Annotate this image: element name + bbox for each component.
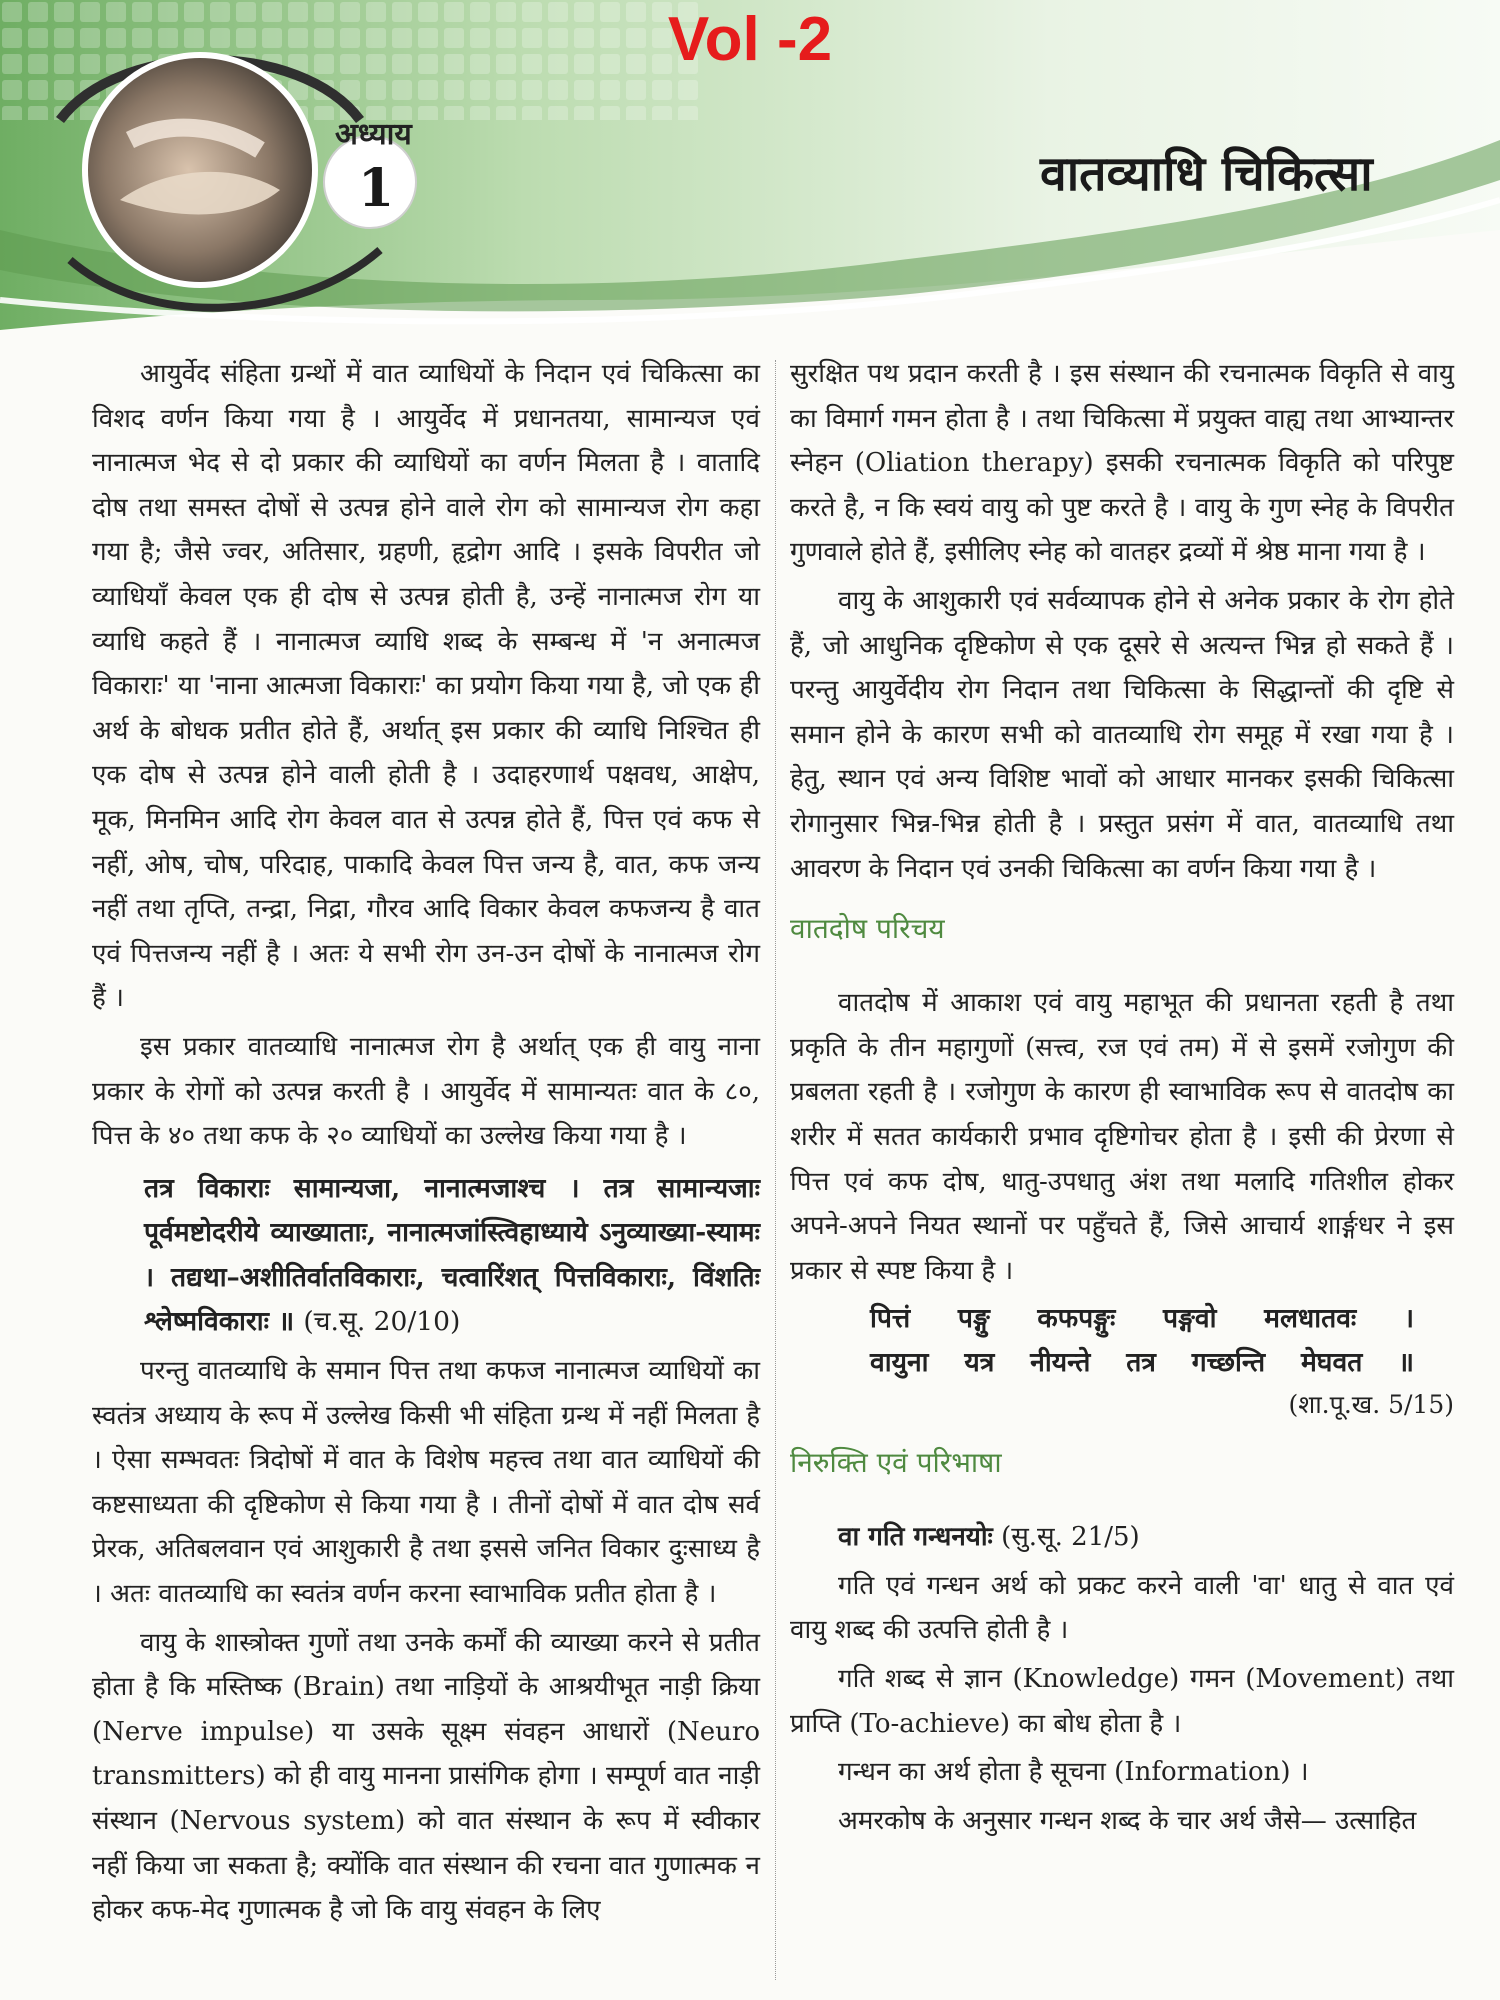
paragraph: अमरकोष के अनुसार गन्धन शब्द के चार अर्थ जैसे— उत्साहित [838,1805,1417,1836]
chapter-label: अध्याय [335,117,412,152]
verse-line: वायुना यत्र नीयन्ते तत्र गच्छन्ति मेघवत ॥ [870,1347,1414,1379]
quote-reference: (च.सू. 20/10) [303,1306,461,1338]
chapter-header [0,0,1500,340]
paragraph: सुरक्षित पथ प्रदान करती है । इस संस्थान की रचनात्मक विकृति से वायु का विमार्ग गमन होता है । तथा चिकित्सा में प्रयुक्त वाह्य तथा आभ्यान्तर स्नेहन (Oliation therapy) इसकी रचनात्मक विकृति को परिपुष्ट करते है, न कि स्वयं वायु को पुष्ट करते है । वायु के गुण स्नेह के विपरीत गुणवाले होते हैं, इसीलिए स्नेह को वातहर द्रव्यों में श्रेष्ठ माना गया है । [790,359,1454,568]
left-column [92,352,760,1937]
volume-label: Vol -2 [667,5,833,74]
paragraph: वायु के शास्त्रोक्त गुणों तथा उनके कर्मों की व्याख्या करने से प्रतीत होता है कि मस्तिष्क (Brain) तथा नाड़ियों के आश्रयीभूत नाड़ी क्रिया (Nerve impulse) या उसके सूक्ष्म संवहन आधारों (Neuro transmitters) को ही वायु मानना प्रासंगिक होगा । सम्पूर्ण वात नाड़ी संस्थान (Nervous system) को वात संस्थान के रूप में स्वीकार नहीं किया जा सकता है; क्योंकि वात संस्थान की रचना वात गुणात्मक न होकर कफ-मेद गुणात्मक है जो कि वायु संवहन के लिए [92,1627,760,1926]
paragraph: इस प्रकार वातव्याधि नानात्मज रोग है अर्थात् एक ही वायु नाना प्रकार के रोगों को उत्पन्न करती है । आयुर्वेद में सामान्यतः वात के ८०, पित्त के ४० तथा कफ के २० व्याधियों का उल्लेख किया गया है । [92,1031,760,1152]
paragraph: गति शब्द से ज्ञान (Knowledge) गमन (Movement) तथा प्राप्ति (To-achieve) का बोध होता है । [790,1664,1454,1739]
verse-reference: (शा.पू.ख. 5/15) [1288,1390,1454,1420]
paragraph: वातदोष में आकाश एवं वायु महाभूत की प्रधानता रहती है तथा प्रकृति के तीन महागुणों (सत्त्व, रज एवं तम) में से इसमें रजोगुण की प्रबलता रहती है । रजोगुण के कारण ही स्वाभाविक रूप से वातदोष का शरीर में सतत कार्यकारी प्रभाव दृष्टिगोचर होता है । इसी की प्रेरणा से पित्त एवं कफ दोष, धातु-उपधातु अंश तथा मलादि गतिशील होकर अपने-अपने नियत स्थानों पर पहुँचते हैं, जिसे आचार्य शार्ङ्गधर ने इस प्रकार से स्पष्ट किया है । [790,988,1454,1286]
sanskrit-quote-text: तत्र विकाराः सामान्यजा, नानात्मजाश्च । तत्र सामान्यजाः पूर्वमष्टोदरीये व्याख्याताः, नानात्मजांस्त्विहाध्याये ऽनुव्याख्या-स्यामः । तद्यथा–अशीतिर्वातविकाराः, चत्वारिंशत् पित्तविकाराः, विंशतिः श्लेष्मविकाराः ॥ [144,1172,760,1338]
column-divider [775,360,776,1980]
definition-reference: (सु.सू. 21/5) [1001,1522,1140,1553]
definition-text: वा गति गन्धनयोः [838,1522,993,1553]
definition-line [790,1515,1454,1560]
paragraph: गन्धन का अर्थ होता है सूचना (Information) । [838,1757,1309,1788]
section-heading: वातदोष परिचय [790,912,945,946]
chapter-number: 1 [358,158,395,219]
right-column [790,352,1454,1847]
chapter-photo [85,55,315,285]
section-heading: निरुक्ति एवं परिभाषा [790,1446,1002,1480]
paragraph: परन्तु वातव्याधि के समान पित्त तथा कफज नानात्मज व्याधियों का स्वतंत्र अध्याय के रूप में उल्लेख किसी भी संहिता ग्रन्थ में नहीं मिलता है । ऐसा सम्भवतः त्रिदोषों में वात के विशेष महत्त्व तथा वात व्याधियों की कष्टसाध्यता की दृष्टिकोण से किया गया है । तीनों दोषों में वात दोष सर्व प्रेरक, अतिबलवान एवं आशुकारी है तथा इससे जनित विकार दुःसाध्य है । अतः वातव्याधि का स्वतंत्र वर्णन करना स्वाभाविक प्रतीत होता है । [92,1356,760,1610]
chapter-title: वातव्याधि चिकित्सा [1040,146,1373,202]
paragraph: वायु के आशुकारी एवं सर्वव्यापक होने से अनेक प्रकार के रोग होते हैं, जो आधुनिक दृष्टिकोण से एक दूसरे से अत्यन्त भिन्न हो सकते हैं । परन्तु आयुर्वेदीय रोग निदान तथा चिकित्सा के सिद्धान्तों की दृष्टि से समान होने के कारण सभी को वातव्याधि रोग समूह में रखा गया है । हेतु, स्थान एवं अन्य विशिष्ट भावों को आधार मानकर इसकी चिकित्सा रोगानुसार भिन्न-भिन्न होती है । प्रस्तुत प्रसंग में वात, वातव्याधि तथा आवरण के निदान एवं उनकी चिकित्सा का वर्णन किया गया है । [790,585,1454,884]
sanskrit-quote [92,1167,760,1345]
verse-line: पित्तं पङ्गु कफपङ्गुः पङ्गवो मलधातवः । [870,1303,1414,1335]
paragraph: गति एवं गन्धन अर्थ को प्रकट करने वाली 'वा' धातु से वात एवं वायु शब्द की उत्पत्ति होती है । [790,1570,1454,1646]
paragraph: आयुर्वेद संहिता ग्रन्थों में वात व्याधियों के निदान एवं चिकित्सा का विशद वर्णन किया गया है । आयुर्वेद में प्रधानतया, सामान्यज एवं नानात्मज भेद से दो प्रकार की व्याधियों का वर्णन मिलता है । वातादि दोष तथा समस्त दोषों से उत्पन्न होने वाले रोग को सामान्यज रोग कहा गया है; जैसे ज्वर, अतिसार, ग्रहणी, हृद्रोग आदि । इसके विपरीत जो व्याधियाँ केवल एक ही दोष से उत्पन्न होती है, उन्हें नानात्मज रोग या व्याधि कहते हैं । नानात्मज व्याधि शब्द के सम्बन्ध में 'न अनात्मज विकाराः' या 'नाना आत्मजा विकाराः' का प्रयोग किया गया है, जो एक ही अर्थ के बोधक प्रतीत होते हैं, अर्थात् इस प्रकार की व्याधि निश्चित ही एक दोष से उत्पन्न होने वाली होती है । उदाहरणार्थ पक्षवध, आक्षेप, मूक, मिनमिन आदि रोग केवल वात से उत्पन्न होते हैं, पित्त एवं कफ से नहीं, ओष, चोष, परिदाह, पाकादि केवल पित्त जन्य है, वात, कफ जन्य नहीं तथा तृप्ति, तन्द्रा, निद्रा, गौरव आदि विकार केवल कफजन्य है वात एवं पित्तजन्य नहीं है । अतः ये सभी रोग उन-उन दोषों के नानात्मज रोग हैं । [92,359,760,1014]
